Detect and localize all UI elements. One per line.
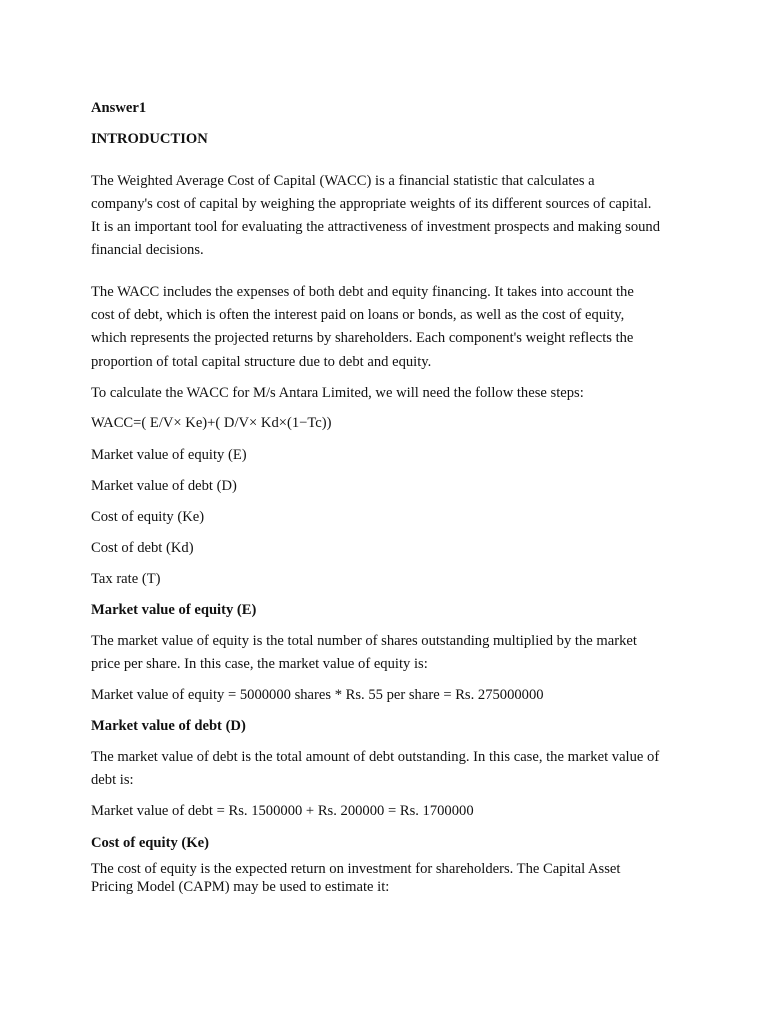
text-line: price per share. In this case, the market value of equity is: bbox=[91, 656, 428, 672]
text-line: The WACC includes the expenses of both debt and equity financing. It takes into account the bbox=[91, 284, 634, 300]
text-line: debt is: bbox=[91, 772, 134, 788]
wacc-formula: WACC=( E/V× Ke)+( D/V× Kd×(1−Tc)) bbox=[91, 415, 332, 431]
text-line: cost of debt, which is often the interest paid on loans or bonds, as well as the cost of equity, bbox=[91, 307, 625, 323]
calculation-line: Market value of debt = Rs. 1500000 + Rs. 200000 = Rs. 1700000 bbox=[91, 803, 474, 819]
text-line: Pricing Model (CAPM) may be used to estimate it: bbox=[91, 879, 390, 895]
intro-heading: INTRODUCTION bbox=[91, 131, 208, 147]
text-line: which represents the projected returns by shareholders. Each component's weight reflects the bbox=[91, 330, 634, 346]
text-line: proportion of total capital structure due to debt and equity. bbox=[91, 354, 432, 370]
answer-label: Answer1 bbox=[91, 100, 147, 116]
text-line: The market value of equity is the total number of shares outstanding multiplied by the market bbox=[91, 633, 637, 649]
text-line: The market value of debt is the total amount of debt outstanding. In this case, the market value of bbox=[91, 749, 660, 765]
list-item: Tax rate (T) bbox=[91, 571, 161, 587]
section-heading: Market value of equity (E) bbox=[91, 602, 257, 618]
text-line: The cost of equity is the expected return on investment for shareholders. The Capital Asset bbox=[91, 861, 621, 877]
steps-intro: To calculate the WACC for M/s Antara Limited, we will need the follow these steps: bbox=[91, 385, 584, 401]
list-item: Cost of debt (Kd) bbox=[91, 540, 194, 556]
list-item: Cost of equity (Ke) bbox=[91, 509, 205, 525]
section-heading: Market value of debt (D) bbox=[91, 718, 246, 734]
list-item: Market value of debt (D) bbox=[91, 478, 237, 494]
list-item: Market value of equity (E) bbox=[91, 447, 247, 463]
text-line: company's cost of capital by weighing the appropriate weights of its different sources of capital. bbox=[91, 196, 652, 212]
calculation-line: Market value of equity = 5000000 shares * Rs. 55 per share = Rs. 275000000 bbox=[91, 687, 544, 703]
section-heading: Cost of equity (Ke) bbox=[91, 835, 209, 851]
text-line: The Weighted Average Cost of Capital (WACC) is a financial statistic that calculates a bbox=[91, 173, 595, 189]
text-line: financial decisions. bbox=[91, 242, 204, 258]
text-line: It is an important tool for evaluating the attractiveness of investment prospects and making sound bbox=[91, 219, 661, 235]
